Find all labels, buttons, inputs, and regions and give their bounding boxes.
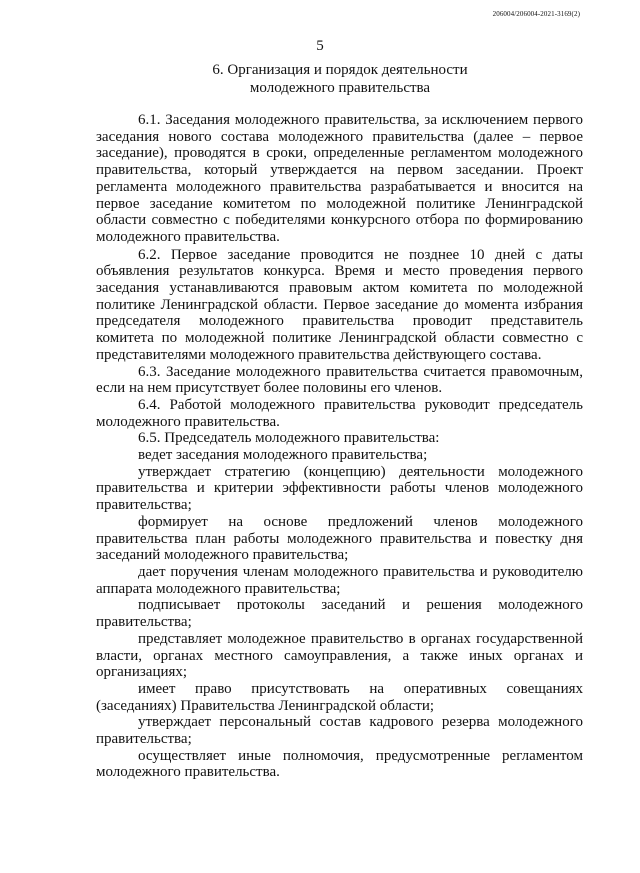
paragraph-6-5: 6.5. Председатель молодежного правительства: (138, 430, 440, 447)
page-number: 5 (316, 38, 324, 54)
list-item: дает поручения членам молодежного правительства и руководителю аппарата молодежного правительства; (96, 563, 583, 597)
list-item: подписывает протоколы заседаний и решения молодежного правительства; (96, 597, 583, 631)
list-item: утверждает персональный состав кадрового резерва молодежного правительства; (96, 714, 583, 748)
document-id: 206004/206004-2021-3169(2) (492, 10, 580, 18)
paragraph-6-2: 6.2. Первое заседание проводится не позднее 10 дней с даты объявления результатов конкурса. Время и место проведения первого заседания устанавливаются правовым актом комитета по молодежной политике Ленинградской области. Первое заседание до момента избрания председателя молодежного правительства проводит представитель комитета по молодежной политике Ленинградской области совместно с представителями молодежного правительства действующего состава. (96, 246, 583, 363)
paragraph-6-3: 6.3. Заседание молодежного правительства считается правомочным, если на нем присутствует более половины его членов. (96, 363, 583, 397)
document-body (96, 112, 583, 781)
list-item: формирует на основе предложений членов молодежного правительства план работы молодежного правительства и повестку дня заседаний молодежного правительства; (96, 513, 583, 564)
list-item: утверждает стратегию (концепцию) деятельности молодежного правительства и критерии эффективности работы членов молодежного правительства; (96, 463, 583, 514)
list-item: ведет заседания молодежного правительства; (138, 447, 428, 464)
list-item: осуществляет иные полномочия, предусмотренные регламентом молодежного правительства. (96, 747, 583, 781)
section-heading (95, 61, 585, 97)
list-item: представляет молодежное правительство в органах государственной власти, органах местного самоуправления, а также иных органах и организациях; (96, 630, 583, 681)
section-heading-line-1: 6. Организация и порядок деятельности (212, 62, 468, 78)
list-item: имеет право присутствовать на оперативных совещаниях (заседаниях) Правительства Ленинградской области; (96, 680, 583, 714)
paragraph-6-1: 6.1. Заседания молодежного правительства, за исключением первого заседания нового состава молодежного правительства (далее – первое заседание), проводятся в сроки, определенные регламентом молодежного правительства, который утверждается на первом заседании. Проект регламента молодежного правительства разрабатывается и вносится на первое заседание комитетом по молодежной политике Ленинградской области совместно с победителями конкурсного отбора по формированию молодежного правительства. (96, 112, 583, 245)
section-heading-line-2: молодежного правительства (249, 80, 431, 96)
paragraph-6-4: 6.4. Работой молодежного правительства руководит председатель молодежного правительства. (96, 396, 583, 430)
